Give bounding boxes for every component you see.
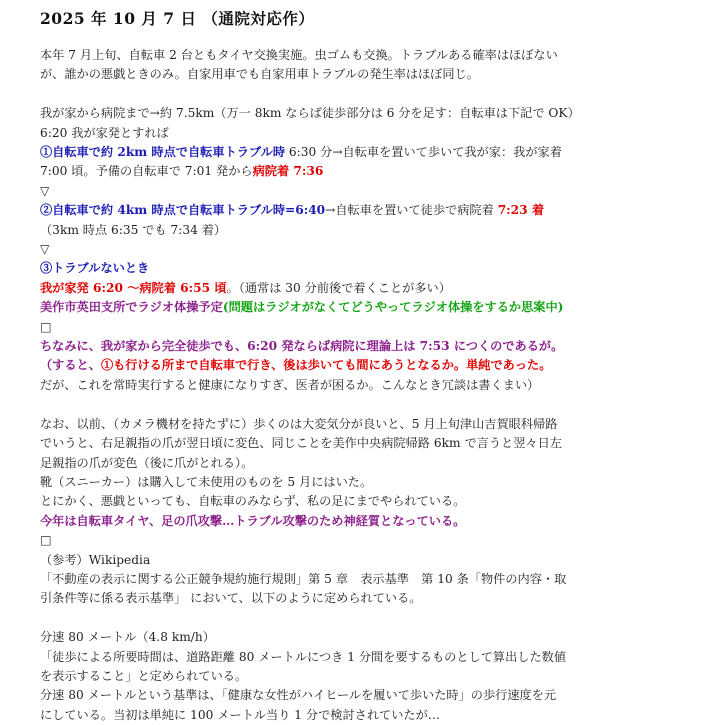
green-text: (問題はラジオがなくてどうやってラジオ体操をするか思案中) xyxy=(222,300,564,315)
case-3-line xyxy=(40,279,680,298)
case-3-heading: ③トラブルないとき xyxy=(40,261,150,276)
triangle-marker: ▽ xyxy=(40,242,50,257)
page-title: 2025 年 10 月 7 日 （通院対応作） xyxy=(40,9,315,28)
text-span: 。（通常は 30 分前後で着くことが多い） xyxy=(226,280,451,295)
text-line xyxy=(40,356,680,375)
arrival-time-highlight: 7:23 着 xyxy=(497,203,545,218)
text-line: を表示すること」と定められている。 xyxy=(40,668,248,683)
square-marker: □ xyxy=(40,319,52,334)
text-line: （参考）Wikipedia xyxy=(40,552,151,567)
text-line: 靴（スニーカー）は購入して未使用のものを 5 月にはいた。 xyxy=(40,474,373,489)
purple-text: 美作市英田支所でラジオ体操予定 xyxy=(40,300,223,315)
red-text: ①も行ける所まで自転車で行き、後は歩いても間にあうとなるか。単純であった。 xyxy=(100,358,552,373)
arrival-time-highlight: 我が家発 6:20 ～病院着 6:55 頃 xyxy=(40,280,227,295)
text-line: 分速 80 メートルという基準は、「健康な女性がハイヒールを履いて歩いた時」の歩行速度を元 xyxy=(40,688,557,703)
text-line: にしている。当初は単純に 100 メートル当り 1 分で検討されていたが… xyxy=(40,707,440,722)
text-line: 本年 7 月上旬、自転車 2 台ともタイヤ交換実施。虫ゴムも交換。トラブルある確率はほぼない xyxy=(40,48,558,62)
text-span: 7:00 頃。予備の自転車で 7:01 発から xyxy=(40,164,253,179)
paragraph-tire-exchange xyxy=(40,46,680,85)
text-line: とにかく、悪戯といっても、自転車のみならず、私の足にまでやられている。 xyxy=(40,494,466,509)
text-line: が、誰かの悪戯ときのみ。自家用車でも自家用車トラブルの発生率はほぼ同じ。 xyxy=(40,67,479,82)
purple-text: （すると、 xyxy=(40,358,101,373)
purple-text: ちなみに、我が家から完全徒歩でも、6:20 発ならば病院に理論上は 7:53 につくのであるが。 xyxy=(40,339,564,354)
paragraph-walking-speed xyxy=(40,628,680,725)
text-line: 分速 80 メートル（4.8 km/h） xyxy=(40,630,215,645)
text-line: なお、以前、（カメラ機材を持たずに）歩くのは大変気分が良いと、5 月上旬津山吉賀眼科帰路 xyxy=(40,416,558,431)
radio-exercise-line xyxy=(40,298,680,317)
case-1-heading: ①自転車で約 2km 時点で自転車トラブル時 xyxy=(40,145,286,160)
text-span: →自転車を置いて徒歩で病院着 xyxy=(325,203,498,218)
case-1-line xyxy=(40,143,680,162)
paragraph-walking xyxy=(40,337,680,395)
text-line: 「徒歩による所要時間は、道路距離 80 メートルにつき 1 分間を要するものとして算出した数値 xyxy=(40,649,567,664)
text-line: だが、これを常時実行すると健康になりすぎ、医者が困るか。こんなとき冗談は書くまい） xyxy=(40,377,540,392)
text-line: 「不動産の表示に関する公正競争規約施行規則」第 5 章 表示基準 第 10 条「物件の内容・取 xyxy=(40,571,567,586)
square-marker: □ xyxy=(40,533,52,548)
text-line xyxy=(40,162,680,181)
text-line: 我が家から病院まで→約 7.5km（万一 8km ならば徒歩部分は 6 分を足す：自転車は下記で OK） xyxy=(40,106,580,121)
text-line: 引条件等に係る表示基準」 において、以下のように定められている。 xyxy=(40,591,422,606)
document-page xyxy=(40,8,680,725)
case-2-heading: ②自転車で約 4km 時点で自転車トラブル時=6:40 xyxy=(40,203,326,218)
purple-text: 今年は自転車タイヤ、足の爪攻撃…トラブル攻撃のため神経質となっている。 xyxy=(40,513,466,528)
case-2-line xyxy=(40,201,680,220)
text-line: 足親指の爪が変色（後に爪がとれる）。 xyxy=(40,455,254,470)
arrival-time-highlight: 病院着 7:36 xyxy=(252,164,324,179)
text-line: でいうと、右足親指の爪が翌日頃に変色、同じことを美作中央病院帰路 6km で言うと翌々日左 xyxy=(40,436,562,451)
text-span: 6:30 分→自転車を置いて歩いて我が家：我が家着 xyxy=(285,145,562,160)
triangle-marker: ▽ xyxy=(40,183,50,198)
paragraph-toenail xyxy=(40,415,680,551)
paragraph-route-plan xyxy=(40,104,680,337)
paragraph-reference xyxy=(40,551,680,609)
text-line: 6:20 我が家発とすれば xyxy=(40,125,169,140)
text-line: （3km 時点 6:35 でも 7:34 着） xyxy=(40,222,227,237)
